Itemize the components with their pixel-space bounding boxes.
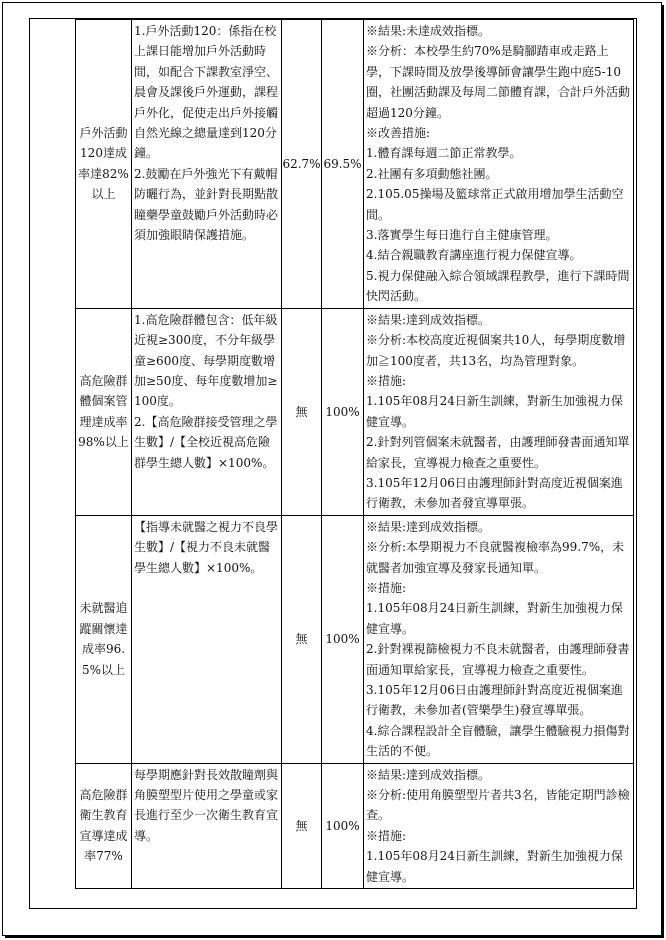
result-line: 1.體育課每週二節正常教學。 xyxy=(366,146,522,161)
result-analysis xyxy=(364,763,634,888)
baseline-value: 無 xyxy=(282,763,322,888)
result-line: ※分析:本校高度近視個案共10人，每學期度數增加≧100度者，共13名，均為管理對象。 xyxy=(366,333,626,368)
inner-frame-bottom xyxy=(29,908,637,909)
result-line: 2.針對列管個案未就醫者，由護理師發書面通知單給家長，宣導視力檢查之重要性。 xyxy=(366,435,630,470)
result-line: ※措施: xyxy=(366,373,407,388)
table-row xyxy=(76,308,634,515)
indicator-description xyxy=(132,763,282,888)
table-row xyxy=(76,763,634,888)
result-line: ※結果:達到成效指標。 xyxy=(366,767,491,782)
indicator-name: 未就醫追蹤關懷達成率96.5%以上 xyxy=(76,515,132,763)
result-line: 3.落實學生每日進行自主健康管理。 xyxy=(366,228,558,243)
achieved-value: 69.5% xyxy=(322,20,364,309)
result-analysis xyxy=(364,308,634,515)
description-line: 1.高危險群體包含：低年級近視≥300度，不分年級學童≥600度、每學期度數增加≥50度、每年度數增加≥100度。 xyxy=(134,312,278,409)
baseline-value: 無 xyxy=(282,308,322,515)
result-line: ※分析:本學期視力不良就醫複檢率為99.7%，未就醫者加強宣導及發家長通知單。 xyxy=(366,540,625,575)
description-line: 每學期應針對長效散瞳劑與角膜塑型片使用之學童或家長進行至少一次衛生教育宣導。 xyxy=(134,767,279,843)
page-shadow-bottom xyxy=(5,936,664,938)
result-line: 1.105年08月24日新生訓練，對新生加強視力保健宣導。 xyxy=(366,849,623,884)
result-line: 3.105年12月06日由護理師針對高度近視個案進行衛教，未參加者發宣導單張。 xyxy=(366,475,623,511)
description-line: 2.鼓勵在戶外強光下有戴帽防曬行為，並針對長期點散瞳藥學童鼓勵戶外活動時必須加強眼睛保護措施。 xyxy=(134,166,279,243)
table-row xyxy=(76,515,634,763)
result-line: 3.105年12月06日由護理師針對高度近視個案進行衛教，未參加者(管樂學生)發宣導單張。 xyxy=(366,683,623,718)
result-line: 1.105年08月24日新生訓練，對新生加強視力保健宣導。 xyxy=(366,394,623,429)
description-line: 1.戶外活動120：係指在校上課日能增加戶外活動時間，如配合下課教室淨空、晨會及課後戶外運動，課程戶外化，促使走出戶外接觸自然光線之總量達到120分鐘。 xyxy=(134,24,279,161)
result-line: 4.綜合課程設計全盲體驗，讓學生體驗視力損傷對生活的不便。 xyxy=(366,723,630,759)
achieved-value: 100% xyxy=(322,308,364,515)
inner-frame-left xyxy=(29,18,30,908)
achieved-value: 100% xyxy=(322,763,364,888)
result-line: ※改善措施: xyxy=(366,126,431,141)
result-line: 5.視力保健融入綜合領域課程教學，進行下課時間快閃活動。 xyxy=(366,268,630,304)
result-line: 1.105年08月24日新生訓練，對新生加強視力保健宣導。 xyxy=(366,601,623,636)
result-line: 2.社團有多項動態社團。 xyxy=(366,166,498,181)
indicator-description xyxy=(132,515,282,763)
result-analysis xyxy=(364,515,634,763)
result-line: ※結果:達到成效指標。 xyxy=(366,312,491,327)
result-line: 2.針對裸視篩檢視力不良未就醫者，由護理師發書面通知單給家長，宣導視力檢查之重要性。 xyxy=(366,642,630,677)
indicator-name: 戶外活動120達成率達82%以上 xyxy=(76,20,132,309)
result-line: ※措施: xyxy=(366,580,407,595)
result-line: ※分析：本校學生約70%是騎腳踏車或走路上學，下課時間及放學後導師會讓學生跑中庭5-10圈，社團活動課及每周二節體育課，合計戶外活動超過120分鐘。 xyxy=(366,44,631,120)
result-line: ※結果:未達成效指標。 xyxy=(366,24,491,38)
indicator-name: 高危險群體個案管理達成率98%以上 xyxy=(76,308,132,515)
page-shadow-right xyxy=(662,5,664,938)
indicator-description xyxy=(132,308,282,515)
result-line: 4.結合親職教育講座進行視力保健宣導。 xyxy=(366,248,582,263)
table-row xyxy=(76,20,634,309)
indicator-description xyxy=(132,20,282,309)
result-line: ※結果:達到成效指標。 xyxy=(366,519,491,534)
result-line: ※分析:使用角膜塑型片者共3名，皆能定期門診檢查。 xyxy=(366,788,630,823)
description-line: 2.【高危險群接受管理之學生數】/【全校近視高危險群學生總人數】×100%。 xyxy=(134,414,278,470)
indicator-name: 高危險群衛生教育宣導達成率77% xyxy=(76,763,132,888)
result-line: 2.105.05操場及籃球常正式啟用增加學生活動空間。 xyxy=(366,187,624,222)
indicator-table xyxy=(75,19,634,889)
achieved-value: 100% xyxy=(322,515,364,763)
baseline-value: 62.7% xyxy=(282,20,322,309)
baseline-value: 無 xyxy=(282,515,322,763)
description-line: 【指導未就醫之視力不良學生數】/【視力不良未就醫學生總人數】×100%。 xyxy=(134,519,279,575)
result-analysis xyxy=(364,20,634,309)
inner-frame-right xyxy=(636,18,637,908)
result-line: ※措施: xyxy=(366,828,407,843)
